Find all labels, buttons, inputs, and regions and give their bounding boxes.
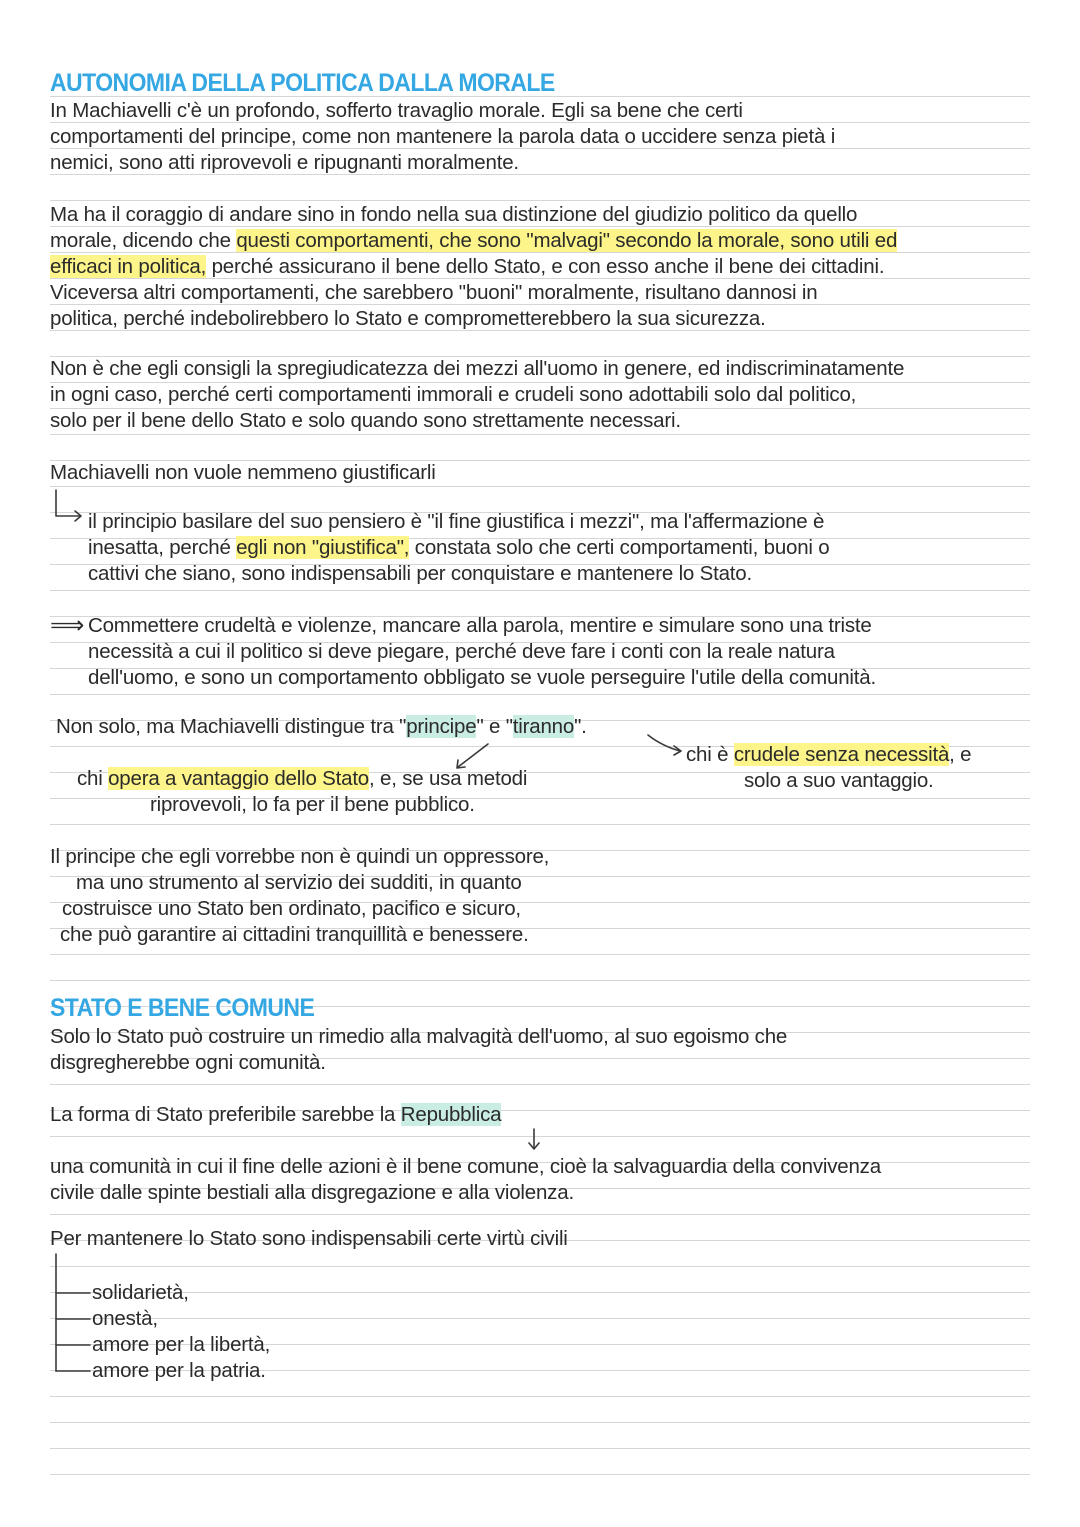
paragraph-line: costruisce uno Stato ben ordinato, pacifico e sicuro, [62,897,521,920]
section-title: AUTONOMIA DELLA POLITICA DALLA MORALE [50,69,555,97]
paragraph-line: morale, dicendo che questi comportamenti, che sono "malvagi" secondo la morale, sono utili ed [50,229,898,252]
highlight-yellow: efficaci in politica, [50,255,207,278]
highlight-green: principe [406,715,477,738]
paragraph-line: in ogni caso, perché certi comportamenti immorali e crudeli sono adottabili solo dal politico, [50,383,857,406]
paragraph-line: che può garantire ai cittadini tranquillità e benessere. [60,923,529,946]
highlight-green: Repubblica [400,1103,502,1126]
paragraph-line: Non è che egli consigli la spregiudicatezza dei mezzi all'uomo in genere, ed indiscriminatamente [50,357,905,380]
highlight-green: tiranno [512,715,575,738]
paragraph-line: cattivi che siano, sono indispensabili per conquistare e mantenere lo Stato. [88,562,752,585]
highlight-yellow: egli non "giustifica", [236,536,410,559]
paragraph-line: civile dalle spinte bestiali alla disgregazione e alla violenza. [50,1181,574,1204]
paragraph-line: ma uno strumento al servizio dei sudditi, in quanto [76,871,522,894]
paragraph-line: solo per il bene dello Stato e solo quando sono strettamente necessari. [50,409,681,432]
justify-intro: Machiavelli non vuole nemmeno giustificarli [50,461,436,484]
tree-bracket-icon [0,0,100,1400]
paragraph-line: In Machiavelli c'è un profondo, sofferto travaglio morale. Egli sa bene che certi [50,99,743,122]
virtue-item: amore per la patria. [92,1359,266,1382]
highlight-yellow: crudele senza necessità [733,743,950,766]
repubblica-line: La forma di Stato preferibile sarebbe la Repubblica [50,1103,502,1126]
paragraph-line: comportamenti del principe, come non mantenere la parola data o uccidere senza pietà i [50,125,836,148]
paragraph-line: Commettere crudeltà e violenze, mancare alla parola, mentire e simulare sono una triste [88,614,872,637]
virtue-item: solidarietà, [92,1281,189,1304]
paragraph-line: Ma ha il coraggio di andare sino in fondo nella sua distinzione del giudizio politico da quello [50,203,858,226]
principe-definition: chi opera a vantaggio dello Stato, e, se usa metodi [77,767,528,790]
paragraph-line: nemici, sono atti riprovevoli e ripugnanti moralmente. [50,151,519,174]
virtue-item: onestà, [92,1307,158,1330]
highlight-yellow: questi comportamenti, che sono "malvagi" secondo la morale, sono utili ed [236,229,898,252]
paragraph-line: una comunità in cui il fine delle azioni è il bene comune, cioè la salvaguardia della convivenza [50,1155,881,1178]
paragraph-line: inesatta, perché egli non "giustifica", constata solo che certi comportamenti, buoni o [88,536,830,559]
paragraph-line: efficaci in politica, perché assicurano il bene dello Stato, e con esso anche il bene dei cittadini. [50,255,885,278]
paragraph-line: Il principe che egli vorrebbe non è quindi un oppressore, [50,845,550,868]
implies-arrow-icon: ⟹ [50,612,85,639]
paragraph-line: il principio basilare del suo pensiero è "il fine giustifica i mezzi", ma l'affermazione è [88,510,825,533]
section-title: STATO E BENE COMUNE [50,994,315,1022]
principe-definition: riprovevoli, lo fa per il bene pubblico. [150,793,475,816]
virtues-intro: Per mantenere lo Stato sono indispensabili certe virtù civili [50,1227,568,1250]
paragraph-line: disgregherebbe ogni comunità. [50,1051,326,1074]
paragraph-line: Viceversa altri comportamenti, che sarebbero "buoni" moralmente, risultano dannosi in [50,281,818,304]
virtue-item: amore per la libertà, [92,1333,271,1356]
highlight-yellow: opera a vantaggio dello Stato [108,767,370,790]
paragraph-line: dell'uomo, e sono un comportamento obbligato se vuole perseguire l'utile della comunità. [88,666,876,689]
paragraph-line: necessità a cui il politico si deve piegare, perché deve fare i conti con la reale natura [88,640,835,663]
tiranno-definition: solo a suo vantaggio. [744,769,934,792]
paragraph-line: Solo lo Stato può costruire un rimedio alla malvagità dell'uomo, al suo egoismo che [50,1025,788,1048]
paragraph-line: politica, perché indebolirebbero lo Stato e comprometterebbero la sua sicurezza. [50,307,766,330]
distinction-line: Non solo, ma Machiavelli distingue tra "principe" e "tiranno". [56,715,587,738]
tiranno-definition: chi è crudele senza necessità, e [686,743,972,766]
down-arrow-icon [525,1128,545,1154]
